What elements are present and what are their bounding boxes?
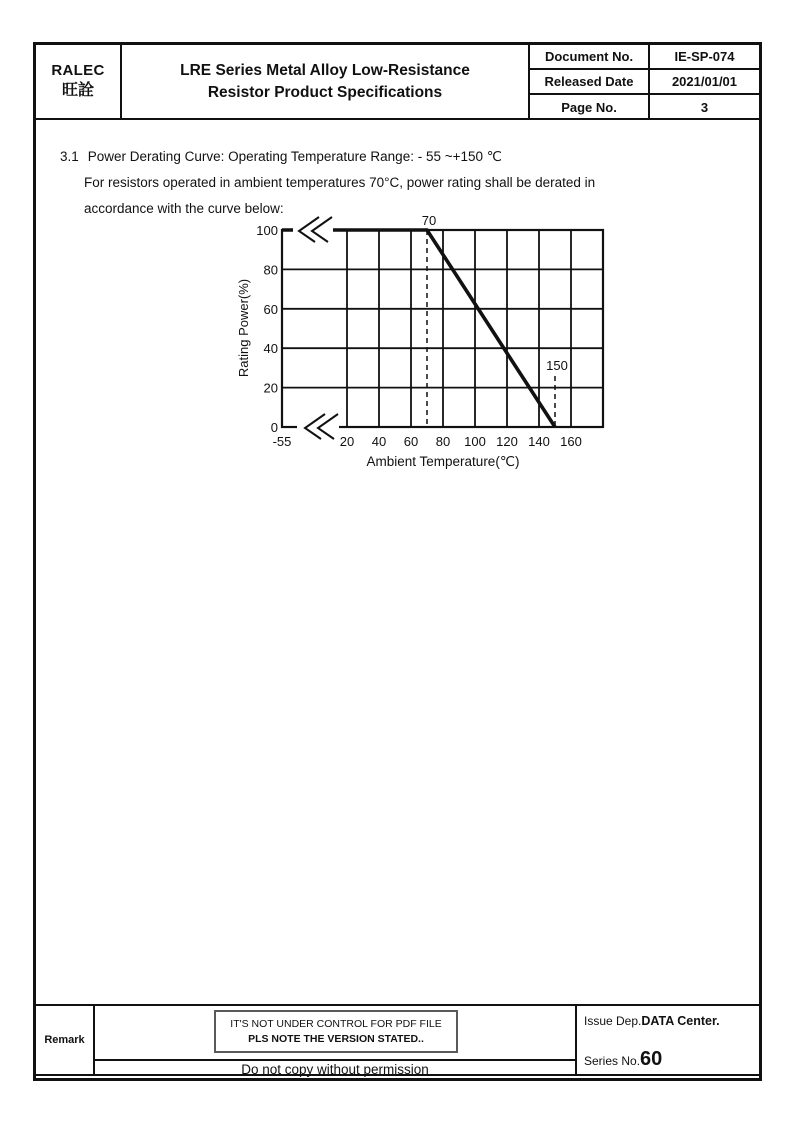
annotation-70: 70 (421, 213, 437, 228)
pdf-notice-box (214, 1010, 458, 1053)
document-title (122, 45, 530, 118)
x-tick-60: 60 (403, 434, 419, 449)
footer-right-cell (577, 1006, 759, 1074)
series-no-line (584, 1048, 662, 1071)
x-tick-140: 140 (528, 434, 550, 449)
x-tick-120: 120 (496, 434, 518, 449)
x-tick-neg55: -55 (272, 434, 292, 449)
page-no-value: 3 (700, 100, 709, 115)
issue-dep-label: Issue Dep. (584, 1014, 642, 1028)
issue-dep-line (584, 1014, 720, 1028)
footer-middle-cell (95, 1006, 577, 1077)
copy-warning: Do not copy without permission (241, 1062, 429, 1077)
meta-row-document-no (530, 45, 759, 70)
released-date-value: 2021/01/01 (671, 74, 738, 89)
section-heading (60, 144, 595, 170)
power-derating-chart (235, 211, 615, 473)
y-tick-60: 60 (263, 301, 278, 317)
derating-curve-line (282, 230, 555, 427)
page-border-frame (33, 42, 762, 1081)
issue-dep-value: DATA Center. (641, 1014, 720, 1028)
x-tick-20: 20 (339, 434, 355, 449)
y-tick-80: 80 (263, 262, 278, 278)
y-axis-title: Rating Power(%) (236, 278, 251, 378)
document-title-line2: Resistor Product Specifications (207, 83, 443, 101)
released-date-label: Released Date (530, 70, 650, 93)
remark-label: Remark (36, 1006, 95, 1074)
section-number: 3.1 (60, 149, 79, 164)
section-heading-text: Power Derating Curve: Operating Temperature Range: - 55 ~+150 ℃ (87, 149, 502, 164)
document-no-label: Document No. (530, 45, 650, 68)
section-paragraph-line1: For resistors operated in ambient temperatures 70°C, power rating shall be derated in (84, 175, 596, 190)
series-no-value: 60 (640, 1048, 663, 1070)
meta-row-page-no (530, 95, 759, 120)
x-tick-80: 80 (435, 434, 451, 449)
y-tick-0: 0 (270, 420, 278, 435)
x-axis-title: Ambient Temperature(℃) (366, 454, 520, 469)
y-tick-40: 40 (263, 341, 278, 357)
x-tick-100: 100 (464, 434, 486, 449)
document-no-value: IE-SP-074 (674, 49, 735, 64)
pdf-notice-line1: IT'S NOT UNDER CONTROL FOR PDF FILE (230, 1017, 442, 1030)
document-title-line1: LRE Series Metal Alloy Low-Resistance (180, 61, 470, 79)
page-no-label: Page No. (530, 95, 650, 120)
y-tick-20: 20 (263, 380, 278, 396)
annotation-150: 150 (546, 358, 568, 373)
company-name-en: RALEC (51, 62, 105, 80)
footer-divider-line (95, 1059, 575, 1061)
company-name-cn: 旺詮 (61, 81, 94, 99)
y-tick-100: 100 (256, 223, 278, 238)
company-logo (36, 45, 122, 118)
footer-table (36, 1004, 759, 1076)
x-tick-160: 160 (560, 434, 582, 449)
document-meta-table (530, 45, 759, 118)
meta-row-released-date (530, 70, 759, 95)
series-no-label: Series No. (584, 1054, 641, 1068)
pdf-notice-line2: PLS NOTE THE VERSION STATED.. (248, 1032, 424, 1045)
x-tick-40: 40 (371, 434, 387, 449)
section-paragraph-line2: accordance with the curve below: (84, 201, 284, 216)
header-table (36, 45, 759, 120)
